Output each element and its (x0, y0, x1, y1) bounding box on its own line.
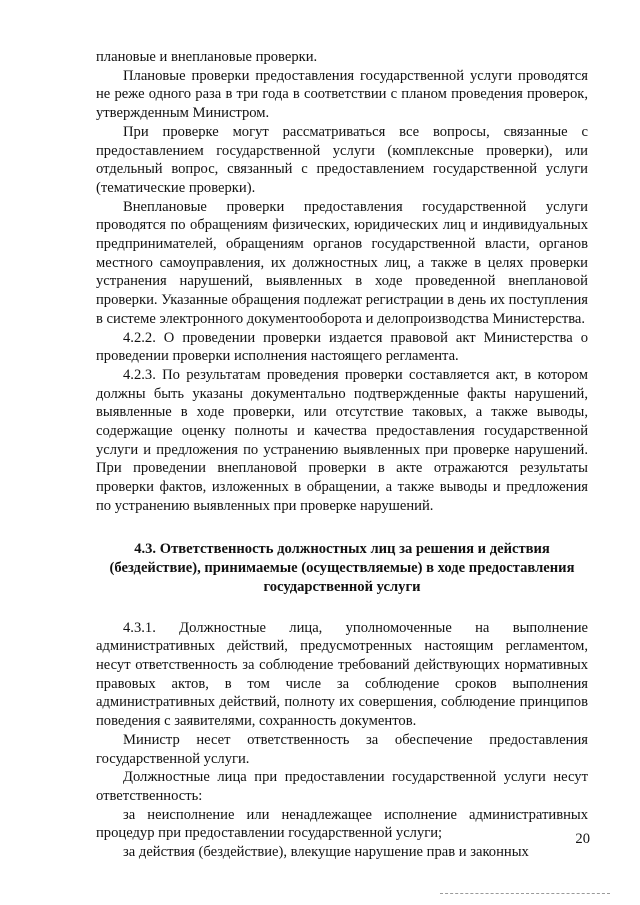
paragraph-4-2-2: 4.2.2. О проведении проверки издается правовой акт Министерства о проведении проверки исполнения настоящего регламента. (96, 329, 588, 365)
paragraph-4-2-3: 4.2.3. По результатам проведения проверки составляется акт, в котором должны быть указаны документально подтвержденные факты нарушений, выявленные в ходе проверки, или отсутствие таковых, а также выводы, содержащие оценку полноты и качества предоставления государственной услуги и предложения по устранению выявленных при проверке нарушений. При проведении внеплановой проверки в акте отражаются результаты проверки фактов, изложенных в обращении, а также выводы и предложения по устранению выявленных при проверке нарушений. (96, 366, 588, 514)
page-number: 20 (575, 831, 590, 847)
paragraph-continuation: плановые и внеплановые проверки. (96, 49, 318, 65)
paragraph-planned-inspections: Плановые проверки предоставления государственной услуги проводятся не реже одного раза в три года в соответствии с планом проведения проверок, утвержденным Министром. (96, 67, 588, 122)
section-heading-4-3: 4.3. Ответственность должностных лиц за решения и действия (бездействие), принимаемые (осуществляемые) в ходе предоставления государственной услуги (109, 540, 575, 595)
paragraph-officials-responsibility: Должностные лица при предоставлении государственной услуги несут ответственность: (96, 769, 588, 804)
paragraph-4-3-1: 4.3.1. Должностные лица, уполномоченные на выполнение административных действий, предусмотренных настоящим регламентом, несут ответственность за соблюдение требований действующих нормативных правовых актов, в том числе за соблюдение сроков выполнения административных действий, полноту их совершения, соблюдение принципов поведения с заявителями, сохранность документов. (96, 619, 588, 730)
paragraph-actions-violation: за действия (бездействие), влекущие нарушение прав и законных (123, 844, 529, 861)
document-page (96, 48, 588, 862)
paragraph-non-performance: за неисполнение или ненадлежащее исполнение административных процедур при предоставлении государственной услуги; (96, 806, 588, 842)
paragraph-minister-responsibility: Министр несет ответственность за обеспечение предоставления государственной услуги. (96, 731, 588, 767)
paragraph-inspection-scope: При проверке могут рассматриваться все вопросы, связанные с предоставлением государственной услуги (комплексные проверки), или отдельный вопрос, связанный с предоставлением государственной услуги (тематические проверки). (96, 123, 588, 196)
scan-artifact-line (440, 893, 610, 895)
paragraph-unplanned-inspections: Внеплановые проверки предоставления государственной услуги проводятся по обращениям физических, юридических лиц и индивидуальных предпринимателей, обращениям органов государственной власти, органов местного самоуправления, их должностных лиц, а также в целях проверки устранения нарушений, выявленных в ходе проведенной внеплановой проверки. Указанные обращения подлежат регистрации в день их поступления в системе электронного документооборота и делопроизводства Министерства. (96, 198, 588, 327)
